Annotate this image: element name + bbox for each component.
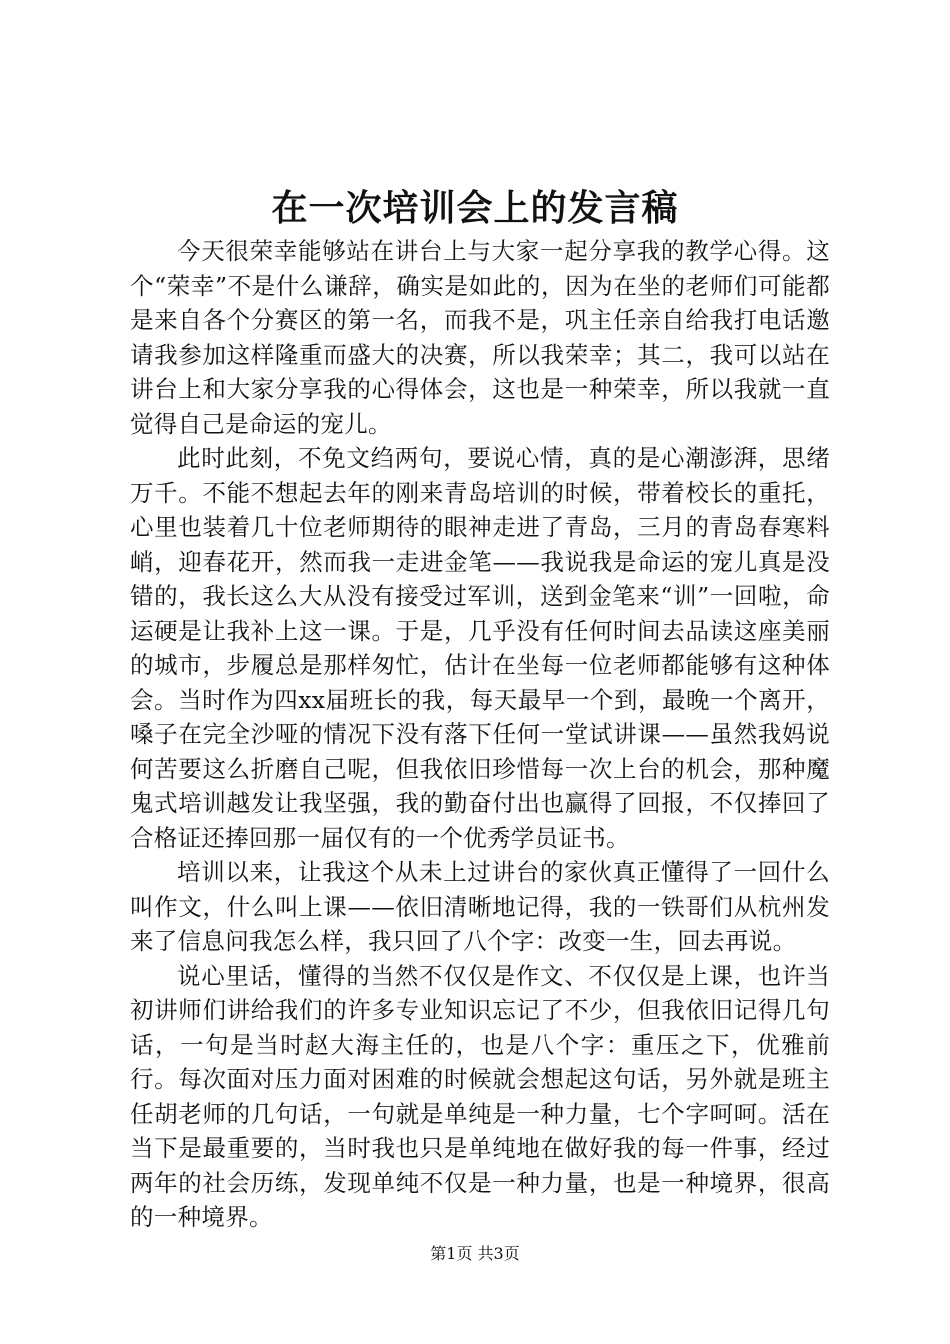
paragraph-4: 说心里话，懂得的当然不仅仅是作文、不仅仅是上课，也许当初讲师们讲给我们的许多专业知识忘记了不少，但我依旧记得几句话，一句是当时赵大海主任的，也是八个字：重压之下，优雅前行。每次面对压力面对困难的时候就会想起这句话，另外就是班主任胡老师的几句话，一句就是单纯是一种力量，七个字呵呵。活在当下是最重要的，当时我也只是单纯地在做好我的每一件事，经过两年的社会历练，发现单纯不仅是一种力量，也是一种境界，很高的一种境界。	[130, 961, 830, 1231]
page-number-footer: 第1页 共3页	[430, 1244, 520, 1263]
paragraph-1: 今天很荣幸能够站在讲台上与大家一起分享我的教学心得。这个“荣幸”不是什么谦辞，确实是如此的，因为在坐的老师们可能都是来自各个分赛区的第一名，而我不是，巩主任亲自给我打电话邀请我参加这样隆重而盛大的决赛，所以我荣幸；其二，我可以站在讲台上和大家分享我的心得体会，这也是一种荣幸，所以我就一直觉得自己是命运的宠儿。	[130, 237, 830, 438]
document-body	[130, 234, 830, 1235]
paragraph-2: 此时此刻，不免文绉两句，要说心情，真的是心潮澎湃，思绪万千。不能不想起去年的刚来青岛培训的时候，带着校长的重托，心里也装着几十位老师期待的眼神走进了青岛，三月的青岛春寒料峭，迎春花开，然而我一走进金笔——我说我是命运的宠儿真是没错的，我长这么大从没有接受过军训，送到金笔来“训”一回啦，命运硬是让我补上这一课。于是，几乎没有任何时间去品读这座美丽的城市，步履总是那样匆忙，估计在坐每一位老师都能够有这种体会。当时作为四xx届班长的我，每天最早一个到，最晚一个离开，嗓子在完全沙哑的情况下没有落下任何一堂试讲课——虽然我妈说何苦要这么折磨自己呢，但我依旧珍惜每一次上台的机会，那种魔鬼式培训越发让我坚强，我的勤奋付出也赢得了回报，不仅捧回了合格证还捧回那一届仅有的一个优秀学员证书。	[130, 444, 830, 852]
document-title: 在一次培训会上的发言稿	[271, 187, 679, 229]
paragraph-3: 培训以来，让我这个从未上过讲台的家伙真正懂得了一回什么叫作文，什么叫上课——依旧清晰地记得，我的一铁哥们从杭州发来了信息问我怎么样，我只回了八个字：改变一生，回去再说。	[130, 858, 830, 955]
